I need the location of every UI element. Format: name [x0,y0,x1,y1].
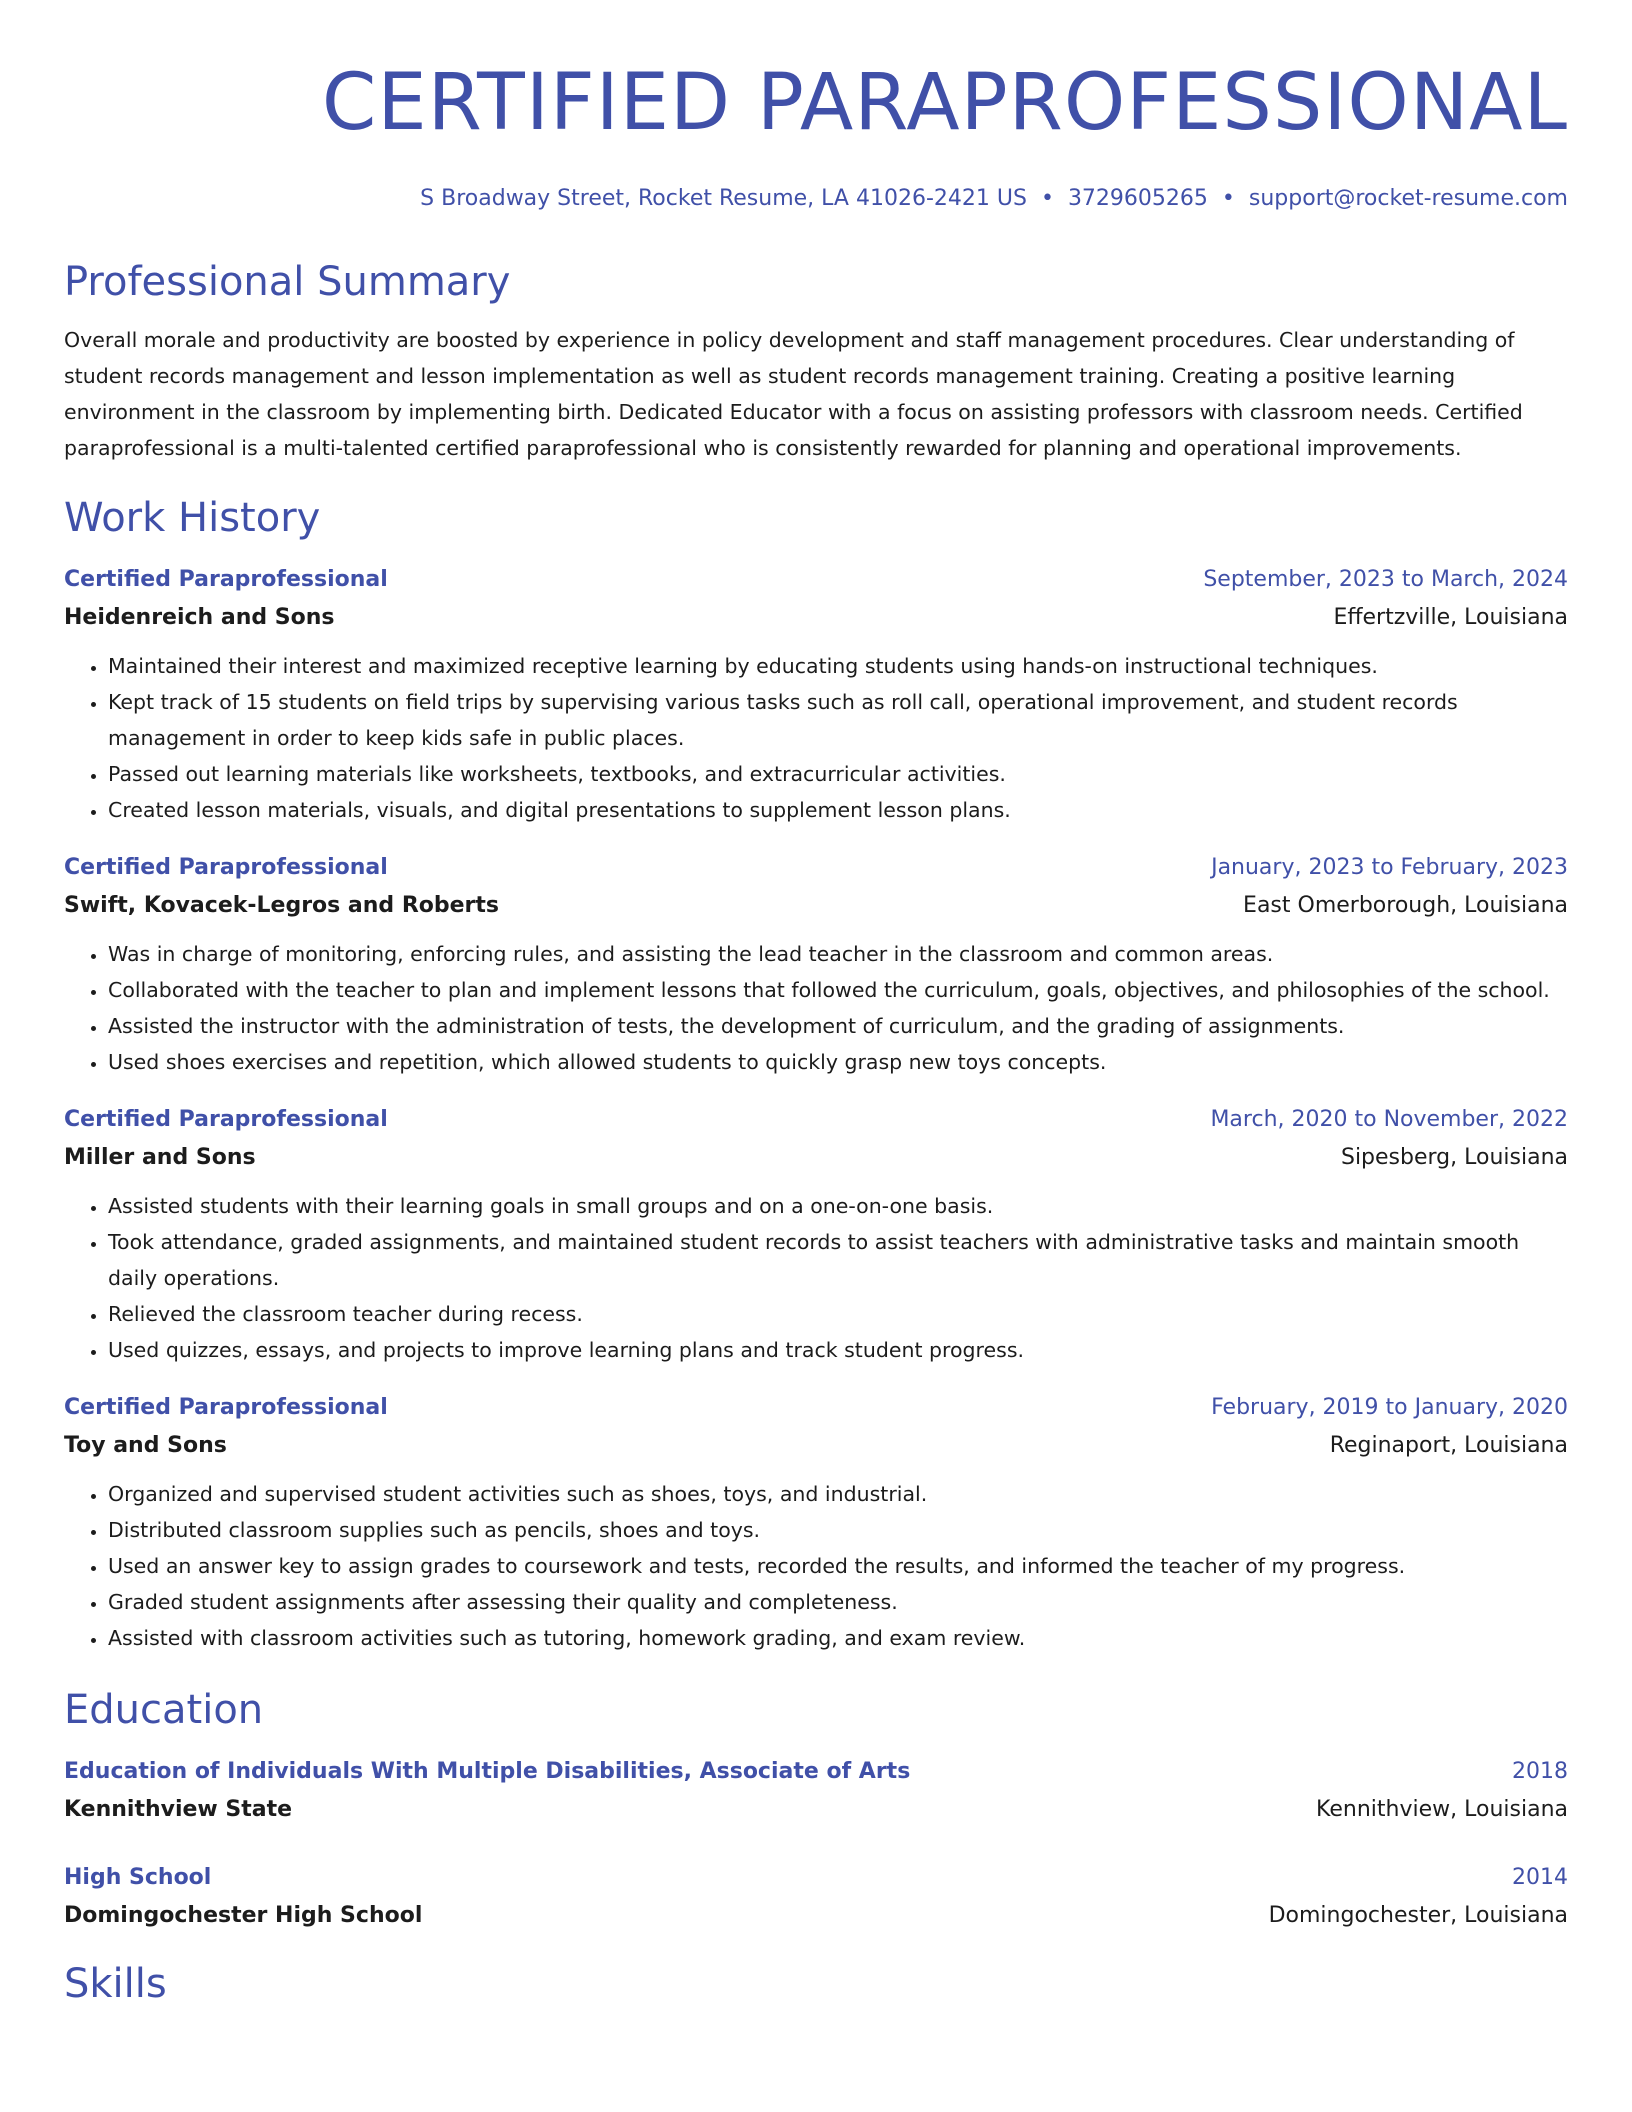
job-bullet: • Was in charge of monitoring, enforcing rules, and assisting the lead teacher in the classroom and common areas. [108,936,1568,972]
job-bullet: • Created lesson materials, visuals, and digital presentations to supplement lesson plans. [108,792,1568,828]
work-history-list [64,562,1568,1656]
job-entry [64,1390,1568,1656]
job-role: Certified Paraprofessional [64,1107,388,1132]
job-bullet: • Maintained their interest and maximized receptive learning by educating students using hands-on instructional techniques. [108,648,1568,684]
job-bullets [64,648,1568,828]
job-bullet: • Passed out learning materials like worksheets, textbooks, and extracurricular activities. [108,756,1568,792]
job-bullet: • Assisted the instructor with the administration of tests, the development of curriculum, and the grading of assignments. [108,1008,1568,1044]
job-dates: March, 2020 to November, 2022 [1210,1107,1568,1132]
contact-separator: • [1040,186,1054,211]
summary-text: Overall morale and productivity are boosted by experience in policy development and staff management procedures. Clear understanding of student records management and lesson implementation as well as student records management training. Creating a positive learning environment in the classroom by implementing birth. Dedicated Educator with a focus on assisting professors with classroom needs. Certified paraprofessional is a multi-talented certified paraprofessional who is consistently rewarded for planning and operational improvements. [64,328,1523,460]
contact-email: support@rocket-resume.com [1248,186,1568,211]
job-company: Miller and Sons [64,1145,256,1170]
job-bullet: • Relieved the classroom teacher during recess. [108,1296,1568,1332]
contact-phone: 3729605265 [1067,186,1208,211]
education-degree: High School [64,1865,212,1890]
job-bullet: • Distributed classroom supplies such as pencils, shoes and toys. [108,1512,1568,1548]
job-bullet: • Organized and supervised student activities such as shoes, toys, and industrial. [108,1476,1568,1512]
job-role: Certified Paraprofessional [64,567,388,592]
education-entry [64,1860,1568,1936]
job-dates: September, 2023 to March, 2024 [1203,567,1568,592]
job-entry [64,562,1568,828]
resume-page [64,0,1568,2008]
job-dates: February, 2019 to January, 2020 [1211,1395,1568,1420]
job-location: East Omerborough, Louisiana [1243,893,1568,918]
education-degree: Education of Individuals With Multiple Disabilities, Associate of Arts [64,1759,911,1784]
education-year: 2014 [1512,1865,1568,1890]
contact-address: S Broadway Street, Rocket Resume, LA 41026-2421 US [420,186,1027,211]
education-location: Domingochester, Louisiana [1268,1903,1568,1928]
job-location: Reginaport, Louisiana [1329,1433,1568,1458]
job-bullets [64,1188,1568,1368]
contact-separator: • [1221,186,1235,211]
education-heading: Education [64,1687,264,1733]
job-bullet: • Collaborated with the teacher to plan and implement lessons that followed the curriculum, goals, objectives, and philosophies of the school. [108,972,1568,1008]
job-company: Swift, Kovacek-Legros and Roberts [64,893,500,918]
job-bullet: • Used shoes exercises and repetition, which allowed students to quickly grasp new toys concepts. [108,1044,1568,1080]
job-role: Certified Paraprofessional [64,855,388,880]
job-entry [64,1102,1568,1368]
resume-title: CERTIFIED PARAPROFESSIONAL [321,58,1568,148]
job-entry [64,850,1568,1080]
skills-heading: Skills [64,1961,167,2007]
education-year: 2018 [1512,1759,1568,1784]
education-entry [64,1754,1568,1830]
job-bullet: • Used quizzes, essays, and projects to improve learning plans and track student progress. [108,1332,1568,1368]
education-location: Kennithview, Louisiana [1316,1797,1568,1822]
job-dates: January, 2023 to February, 2023 [1211,855,1568,880]
job-location: Effertzville, Louisiana [1333,605,1568,630]
job-company: Heidenreich and Sons [64,605,335,630]
job-bullet: • Assisted with classroom activities such as tutoring, homework grading, and exam review. [108,1620,1568,1656]
work-history-heading: Work History [64,495,321,541]
job-bullet: • Kept track of 15 students on field trips by supervising various tasks such as roll call, operational improvement, and student records management in order to keep kids safe in public places. [108,684,1568,756]
job-role: Certified Paraprofessional [64,1395,388,1420]
job-bullet: • Took attendance, graded assignments, and maintained student records to assist teachers with administrative tasks and maintain smooth daily operations. [108,1224,1568,1296]
job-bullet: • Graded student assignments after assessing their quality and completeness. [108,1584,1568,1620]
job-bullets [64,1476,1568,1656]
job-bullets [64,936,1568,1080]
contact-line [64,184,1568,214]
education-school: Domingochester High School [64,1903,423,1928]
job-location: Sipesberg, Louisiana [1340,1145,1568,1170]
job-company: Toy and Sons [64,1433,227,1458]
job-bullet: • Used an answer key to assign grades to coursework and tests, recorded the results, and informed the teacher of my progress. [108,1548,1568,1584]
summary-heading: Professional Summary [64,259,511,305]
job-bullet: • Assisted students with their learning goals in small groups and on a one-on-one basis. [108,1188,1568,1224]
education-school: Kennithview State [64,1797,293,1822]
